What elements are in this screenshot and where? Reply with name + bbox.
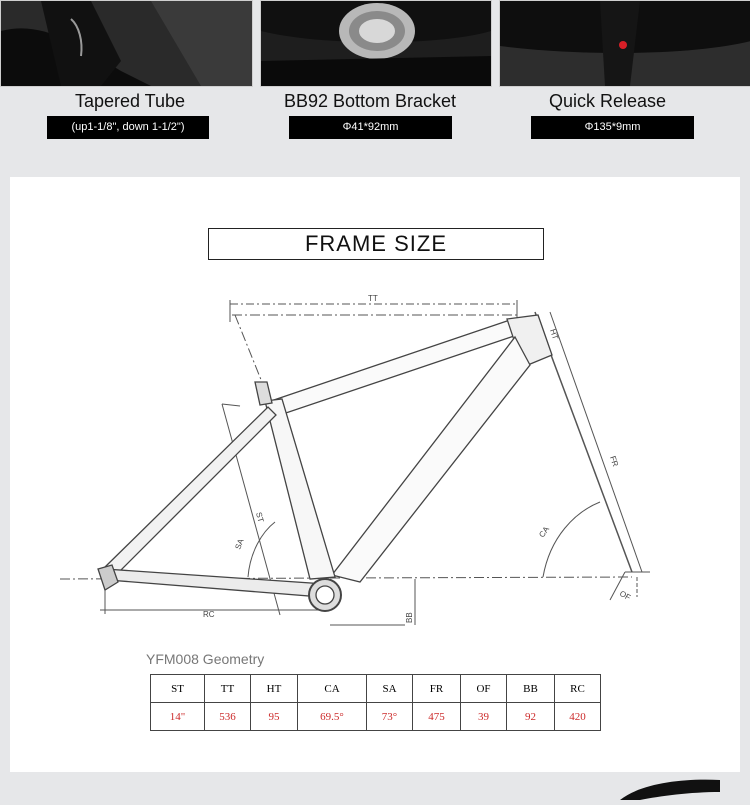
value-fr: 475 [413, 703, 461, 731]
feature-title-bb92: BB92 Bottom Bracket [283, 91, 457, 111]
feature-title-tapered-tube: Tapered Tube [74, 91, 186, 111]
bottom-bracket-image [261, 1, 491, 86]
tapered-tube-photo [0, 0, 253, 87]
frame-tubes [98, 315, 552, 611]
quick-release-photo [499, 0, 750, 87]
bottom-bracket-photo [260, 0, 492, 87]
frame-size-title: FRAME SIZE [208, 228, 544, 260]
label-rc: RC [203, 610, 215, 619]
header-of: OF [461, 675, 507, 703]
tapered-tube-image [1, 1, 252, 86]
header-bb: BB [507, 675, 555, 703]
header-st: ST [151, 675, 205, 703]
header-tt: TT [205, 675, 251, 703]
label-st: ST [254, 511, 266, 524]
value-ht: 95 [251, 703, 298, 731]
feature-tag-bb92: Φ41*92mm [289, 116, 452, 139]
geometry-header-row [151, 675, 601, 703]
value-st: 14" [151, 703, 205, 731]
quick-release-image [500, 1, 750, 86]
label-tt: TT [368, 294, 378, 303]
value-ca: 69.5° [298, 703, 367, 731]
feature-tag-tapered-tube: (up1-1/8", down 1-1/2") [47, 116, 209, 139]
handlebar-photo-fragment [0, 772, 750, 800]
ca-angle-arc [543, 502, 600, 577]
value-bb: 92 [507, 703, 555, 731]
frame-geometry-diagram [10, 177, 740, 637]
frame-size-panel [10, 177, 740, 800]
header-rc: RC [555, 675, 601, 703]
label-of: OF [618, 588, 633, 603]
next-section-preview [0, 772, 750, 800]
header-ca: CA [298, 675, 367, 703]
header-sa: SA [367, 675, 413, 703]
geometry-value-row [151, 703, 601, 731]
feature-title-quick-release: Quick Release [548, 91, 667, 111]
label-fr: FR [608, 454, 620, 468]
feature-strip [0, 0, 750, 177]
feature-tag-quick-release: Φ135*9mm [531, 116, 694, 139]
label-sa: SA [233, 537, 246, 551]
label-ca: CA [537, 524, 552, 540]
geometry-table [150, 674, 601, 731]
value-of: 39 [461, 703, 507, 731]
value-sa: 73° [367, 703, 413, 731]
value-tt: 536 [205, 703, 251, 731]
label-bb: BB [405, 612, 414, 623]
header-ht: HT [251, 675, 298, 703]
value-rc: 420 [555, 703, 601, 731]
geometry-title: YFM008 Geometry [146, 651, 265, 667]
header-fr: FR [413, 675, 461, 703]
label-ht: HT [548, 327, 560, 341]
